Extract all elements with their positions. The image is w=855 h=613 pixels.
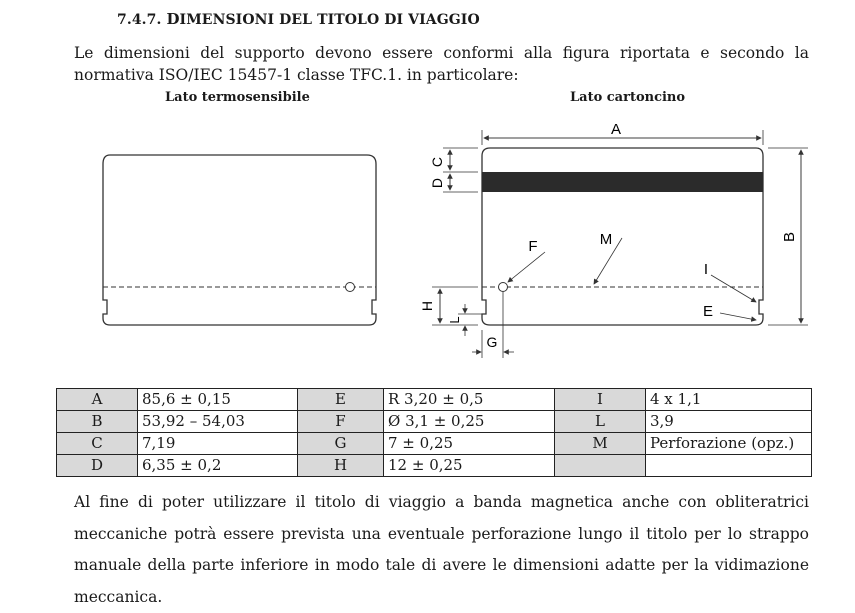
- label-F: F: [528, 238, 538, 255]
- caption-card-side: Lato cartoncino: [570, 90, 686, 105]
- label-E: E: [702, 303, 714, 320]
- section-title-initial: D: [166, 10, 180, 28]
- label-L: L: [447, 316, 462, 324]
- label-B: B: [781, 231, 798, 243]
- table-value: 4 x 1,1: [646, 389, 812, 411]
- table-value: Ø 3,1 ± 0,25: [384, 411, 555, 433]
- table-value: 3,9: [646, 411, 812, 433]
- table-key: H: [298, 455, 384, 477]
- table-key: [555, 455, 646, 477]
- table-key: I: [555, 389, 646, 411]
- leader-I: [711, 275, 756, 302]
- label-D: D: [429, 177, 445, 189]
- leader-E: [720, 313, 756, 320]
- table-value: 85,6 ± 0,15: [138, 389, 298, 411]
- table-key: B: [57, 411, 138, 433]
- label-I: I: [703, 261, 709, 278]
- caption-thermal-side: Lato termosensibile: [165, 90, 310, 105]
- table-row: [57, 389, 812, 411]
- table-key: G: [298, 433, 384, 455]
- section-number: 7.4.7.: [117, 12, 162, 28]
- table-key: L: [555, 411, 646, 433]
- dimension-C-D: [443, 148, 478, 192]
- intro-paragraph: Le dimensioni del supporto devono essere conformi alla figura riportata e secondo la normativa ISO/IEC 15457-1 classe TFC.1. in particolare:: [74, 44, 809, 84]
- perforation-hole: [499, 283, 508, 292]
- table-row: [57, 433, 812, 455]
- table-value: 6,35 ± 0,2: [138, 455, 298, 477]
- table-key: A: [57, 389, 138, 411]
- table-key: F: [298, 411, 384, 433]
- table-row: [57, 411, 812, 433]
- table-value: R 3,20 ± 0,5: [384, 389, 555, 411]
- thermal-side-card: [103, 155, 376, 325]
- magnetic-stripe: [482, 172, 763, 192]
- table-key: D: [57, 455, 138, 477]
- dimension-H-L: [432, 287, 482, 336]
- table-key: C: [57, 433, 138, 455]
- table-value: 7 ± 0,25: [384, 433, 555, 455]
- table-key: E: [298, 389, 384, 411]
- label-H: H: [419, 300, 435, 312]
- label-C: C: [429, 156, 445, 168]
- leader-F: [508, 252, 545, 282]
- table-key: M: [555, 433, 646, 455]
- dimensions-table: [56, 388, 812, 477]
- table-value: [646, 455, 812, 477]
- label-G: G: [486, 334, 498, 350]
- label-M: M: [599, 231, 613, 248]
- closing-paragraph: Al fine di poter utilizzare il titolo di viaggio a banda magnetica anche con obliteratrici meccaniche potrà essere prevista una eventuale perforazione lungo il titolo per lo strappo manuale della parte inferiore in modo tale di avere le dimensioni adatte per la vidimazione meccanica.: [74, 493, 809, 606]
- table-value: Perforazione (opz.): [646, 433, 812, 455]
- perforation-hole: [346, 283, 355, 292]
- table-value: 12 ± 0,25: [384, 455, 555, 477]
- label-A: A: [610, 121, 622, 138]
- table-value: 7,19: [138, 433, 298, 455]
- table-row: [57, 455, 812, 477]
- table-value: 53,92 – 54,03: [138, 411, 298, 433]
- card-side-card: [482, 148, 763, 325]
- dimension-A: [482, 130, 763, 145]
- section-title-rest: IMENSIONI DEL TITOLO DI VIAGGIO: [179, 12, 480, 28]
